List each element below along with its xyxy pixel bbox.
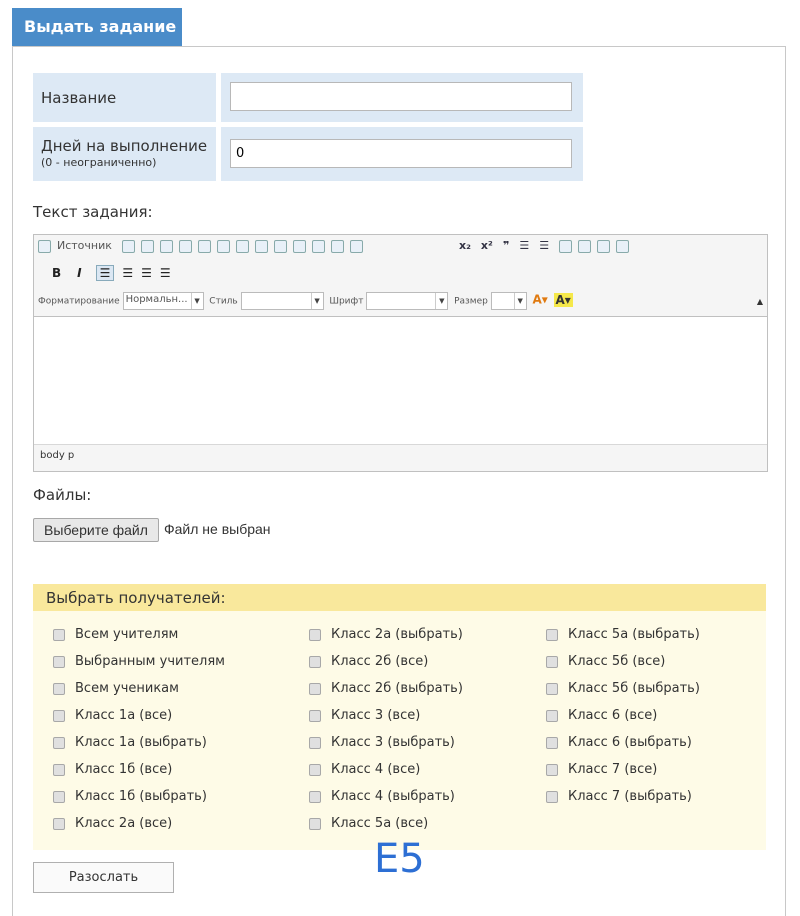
source-button[interactable]: Источник bbox=[57, 239, 112, 252]
checkbox[interactable] bbox=[53, 818, 65, 830]
special-char-icon[interactable] bbox=[597, 240, 610, 253]
style-label: Стиль bbox=[209, 296, 238, 307]
image-icon[interactable] bbox=[559, 240, 572, 253]
recipient-option[interactable] bbox=[309, 816, 428, 831]
recipient-label: Класс 7 (все) bbox=[568, 762, 658, 777]
recipient-label: Класс 1б (выбрать) bbox=[75, 789, 207, 804]
recipient-option[interactable] bbox=[546, 654, 665, 669]
checkbox[interactable] bbox=[309, 629, 321, 641]
recipient-label: Класс 5а (выбрать) bbox=[568, 627, 700, 642]
recipient-option[interactable] bbox=[53, 735, 207, 750]
recipient-label: Класс 2а (выбрать) bbox=[331, 627, 463, 642]
align-left-icon[interactable]: ☰ bbox=[96, 265, 115, 281]
toolbar-row-1 bbox=[34, 235, 767, 262]
find-icon[interactable] bbox=[217, 240, 230, 253]
name-label: Название bbox=[33, 73, 216, 122]
recipient-option[interactable] bbox=[53, 762, 172, 777]
recipient-label: Класс 6 (выбрать) bbox=[568, 735, 692, 750]
style-select[interactable]: ▼ bbox=[241, 292, 324, 310]
recipient-option[interactable] bbox=[53, 627, 178, 642]
checkbox[interactable] bbox=[53, 764, 65, 776]
recipients-panel bbox=[33, 584, 766, 850]
toolbar-row-2 bbox=[34, 262, 767, 289]
bg-color-icon[interactable]: A▾ bbox=[555, 292, 571, 307]
watermark: E5 bbox=[374, 836, 425, 882]
recipient-option[interactable] bbox=[53, 816, 172, 831]
checkbox[interactable] bbox=[309, 683, 321, 695]
spellcheck-icon[interactable] bbox=[616, 240, 629, 253]
checkbox[interactable] bbox=[53, 710, 65, 722]
recipient-label: Всем ученикам bbox=[75, 681, 179, 696]
select-all-icon[interactable] bbox=[255, 240, 268, 253]
checkbox[interactable] bbox=[546, 764, 558, 776]
recipient-option[interactable] bbox=[53, 681, 179, 696]
blockquote-icon[interactable]: ❞ bbox=[502, 239, 510, 252]
redo-icon[interactable] bbox=[179, 240, 192, 253]
recipient-option[interactable] bbox=[309, 789, 455, 804]
bold-button[interactable]: B bbox=[52, 266, 62, 280]
name-field-cell bbox=[221, 73, 583, 122]
text-color-icon[interactable]: A▾ bbox=[532, 292, 548, 307]
recipient-label: Класс 2б (все) bbox=[331, 654, 429, 669]
font-label: Шрифт bbox=[329, 296, 364, 307]
recipient-label: Класс 3 (все) bbox=[331, 708, 421, 723]
recipient-option[interactable] bbox=[546, 627, 700, 642]
paste-text-icon[interactable] bbox=[331, 240, 344, 253]
recipient-label: Всем учителям bbox=[75, 627, 179, 642]
copy-icon[interactable] bbox=[293, 240, 306, 253]
align-center-icon[interactable]: ☰ bbox=[122, 266, 134, 280]
undo-icon[interactable] bbox=[160, 240, 173, 253]
save-icon[interactable] bbox=[141, 240, 154, 253]
recipient-label: Класс 2б (выбрать) bbox=[331, 681, 463, 696]
checkbox[interactable] bbox=[309, 818, 321, 830]
recipient-label: Класс 5б (выбрать) bbox=[568, 681, 700, 696]
tab-issue-task[interactable]: Выдать задание bbox=[12, 8, 182, 46]
checkbox[interactable] bbox=[309, 656, 321, 668]
recipient-label: Выбранным учителям bbox=[75, 654, 225, 669]
recipient-option[interactable] bbox=[309, 708, 420, 723]
checkbox[interactable] bbox=[53, 791, 65, 803]
paste-word-icon[interactable] bbox=[350, 240, 363, 253]
checkbox[interactable] bbox=[546, 656, 558, 668]
checkbox[interactable] bbox=[546, 710, 558, 722]
formatting-label: Форматирование bbox=[38, 296, 120, 307]
italic-button[interactable]: I bbox=[77, 266, 82, 280]
recipient-option[interactable] bbox=[546, 789, 692, 804]
numbered-list-icon[interactable]: ☰ bbox=[519, 239, 530, 252]
checkbox[interactable] bbox=[53, 629, 65, 641]
recipient-option[interactable] bbox=[309, 681, 463, 696]
recipient-option[interactable] bbox=[53, 708, 172, 723]
checkbox[interactable] bbox=[546, 683, 558, 695]
bullet-list-icon[interactable]: ☰ bbox=[539, 239, 550, 252]
recipient-option[interactable] bbox=[546, 735, 692, 750]
size-select[interactable]: ▼ bbox=[491, 292, 527, 310]
checkbox[interactable] bbox=[309, 737, 321, 749]
recipients-title: Выбрать получателей: bbox=[33, 584, 766, 611]
recipient-label: Класс 1а (все) bbox=[75, 708, 173, 723]
recipient-option[interactable] bbox=[546, 708, 657, 723]
align-right-icon[interactable]: ☰ bbox=[141, 266, 152, 280]
subscript-icon[interactable]: x₂ bbox=[459, 239, 471, 252]
days-note: (0 - неограниченно) bbox=[41, 156, 157, 169]
recipient-label: Класс 2а (все) bbox=[75, 816, 173, 831]
collapse-toolbar-icon[interactable]: ▲ bbox=[756, 297, 763, 306]
checkbox[interactable] bbox=[309, 710, 321, 722]
eraser-icon[interactable] bbox=[236, 240, 249, 253]
cut-icon[interactable] bbox=[274, 240, 287, 253]
name-input[interactable] bbox=[230, 82, 572, 111]
recipient-label: Класс 4 (выбрать) bbox=[331, 789, 455, 804]
recipient-label: Класс 6 (все) bbox=[568, 708, 658, 723]
files-label: Файлы: bbox=[33, 486, 92, 504]
recipient-option[interactable] bbox=[309, 735, 455, 750]
checkbox[interactable] bbox=[53, 656, 65, 668]
checkbox[interactable] bbox=[546, 737, 558, 749]
recipient-option[interactable] bbox=[309, 654, 428, 669]
recipient-label: Класс 5б (все) bbox=[568, 654, 666, 669]
checkbox[interactable] bbox=[546, 791, 558, 803]
choose-file-button[interactable]: Выберите файл bbox=[33, 518, 159, 542]
toolbar-row-3 bbox=[34, 289, 767, 316]
formatting-select[interactable]: Нормальн... ▼ bbox=[123, 292, 204, 310]
font-select[interactable]: ▼ bbox=[366, 292, 448, 310]
size-label: Размер bbox=[454, 296, 488, 307]
file-status: Файл не выбран bbox=[164, 521, 271, 537]
recipient-option[interactable] bbox=[309, 762, 420, 777]
checkbox[interactable] bbox=[53, 683, 65, 695]
days-input[interactable] bbox=[230, 139, 572, 168]
recipient-label: Класс 4 (все) bbox=[331, 762, 421, 777]
checkbox[interactable] bbox=[53, 737, 65, 749]
recipient-label: Класс 3 (выбрать) bbox=[331, 735, 455, 750]
task-text-label: Текст задания: bbox=[33, 203, 153, 221]
recipient-label: Класс 5а (все) bbox=[331, 816, 429, 831]
recipient-option[interactable] bbox=[53, 654, 225, 669]
recipient-option[interactable] bbox=[53, 789, 207, 804]
rich-text-editor bbox=[33, 234, 768, 472]
paste-icon[interactable] bbox=[312, 240, 325, 253]
preview-icon[interactable] bbox=[122, 240, 135, 253]
recipient-option[interactable] bbox=[309, 627, 463, 642]
recipient-label: Класс 1а (выбрать) bbox=[75, 735, 207, 750]
checkbox[interactable] bbox=[309, 791, 321, 803]
align-justify-icon[interactable]: ☰ bbox=[159, 266, 171, 280]
checkbox[interactable] bbox=[546, 629, 558, 641]
checkbox[interactable] bbox=[309, 764, 321, 776]
recipient-option[interactable] bbox=[546, 681, 700, 696]
days-label: Дней на выполнение (0 - неограниченно) bbox=[33, 127, 216, 181]
source-icon[interactable] bbox=[38, 240, 51, 253]
send-button[interactable]: Разослать bbox=[33, 862, 174, 893]
recipient-option[interactable] bbox=[546, 762, 657, 777]
superscript-icon[interactable]: x² bbox=[480, 239, 493, 252]
days-field-cell bbox=[221, 127, 583, 181]
recipient-label: Класс 1б (все) bbox=[75, 762, 173, 777]
editor-status-path: body p bbox=[34, 444, 767, 471]
table-icon[interactable] bbox=[578, 240, 591, 253]
link-icon[interactable] bbox=[198, 240, 211, 253]
editor-text-area[interactable] bbox=[34, 316, 767, 444]
recipient-label: Класс 7 (выбрать) bbox=[568, 789, 692, 804]
